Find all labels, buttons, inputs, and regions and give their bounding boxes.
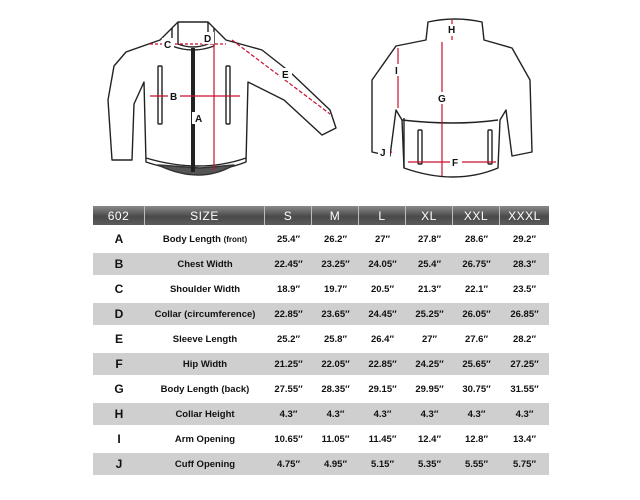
row-code: C [93,278,145,300]
table-cell: 22.05″ [312,353,359,375]
diagram-label-c: C [164,40,172,51]
table-row [93,353,549,375]
table-row [93,303,549,325]
row-code: I [93,428,145,450]
table-cell: 25.4″ [406,253,453,275]
diagram-label-d: D [204,34,212,45]
measurement-name: Collar (circumference) [145,303,265,325]
table-cell: 28.2″ [500,328,549,350]
table-cell: 5.15″ [359,453,406,475]
table-row [93,453,549,475]
size-header-l: L [359,206,406,225]
size-header-m: M [312,206,359,225]
table-cell: 26.75″ [453,253,500,275]
table-cell: 20.5″ [359,278,406,300]
diagram-label-e: E [282,70,289,81]
table-cell: 4.75″ [265,453,312,475]
table-cell: 27.8″ [406,228,453,250]
table-cell: 23.25″ [312,253,359,275]
table-row [93,278,549,300]
table-cell: 23.5″ [500,278,549,300]
table-cell: 25.25″ [406,303,453,325]
table-cell: 13.4″ [500,428,549,450]
table-cell: 4.3″ [265,403,312,425]
diagram-label-h: H [448,25,456,36]
diagram-label-a: A [195,114,203,125]
table-row [93,428,549,450]
table-cell: 5.55″ [453,453,500,475]
table-cell: 12.8″ [453,428,500,450]
table-cell: 23.65″ [312,303,359,325]
table-cell: 5.35″ [406,453,453,475]
table-cell: 4.3″ [359,403,406,425]
table-row [93,228,549,250]
row-code: D [93,303,145,325]
table-cell: 25.8″ [312,328,359,350]
table-cell: 12.4″ [406,428,453,450]
table-cell: 27.6″ [453,328,500,350]
table-cell: 11.45″ [359,428,406,450]
table-cell: 31.55″ [500,378,549,400]
table-row [93,253,549,275]
measurement-name: Hip Width [145,353,265,375]
diagram-label-g: G [438,94,446,105]
measurement-name: Chest Width [145,253,265,275]
table-cell: 27.25″ [500,353,549,375]
diagram-label-i: I [395,66,398,77]
size-header-s: S [265,206,312,225]
table-cell: 24.45″ [359,303,406,325]
jacket-back-view [372,19,532,177]
table-cell: 29.95″ [406,378,453,400]
row-code: A [93,228,145,250]
table-cell: 25.4″ [265,228,312,250]
table-cell: 21.25″ [265,353,312,375]
table-cell: 4.3″ [312,403,359,425]
diagram-label-f: F [452,158,459,169]
size-column-header: SIZE [145,206,265,225]
table-cell: 4.3″ [500,403,549,425]
measurement-name: Arm Opening [145,428,265,450]
table-cell: 30.75″ [453,378,500,400]
measurement-name: Body Length (back) [145,378,265,400]
row-code: J [93,453,145,475]
measurement-note: (front) [223,234,248,244]
measurement-name: Sleeve Length [145,328,265,350]
row-code: G [93,378,145,400]
table-row [93,378,549,400]
size-header-xl: XL [406,206,453,225]
table-cell: 10.65″ [265,428,312,450]
size-table-header-row [93,206,549,225]
table-cell: 28.6″ [453,228,500,250]
table-cell: 22.45″ [265,253,312,275]
table-cell: 26.05″ [453,303,500,325]
size-header-xxl: XXL [453,206,500,225]
table-cell: 27″ [406,328,453,350]
table-cell: 29.15″ [359,378,406,400]
size-chart-table [93,203,549,478]
jacket-front-view [108,22,336,175]
table-cell: 27.55″ [265,378,312,400]
table-cell: 18.9″ [265,278,312,300]
table-cell: 27″ [359,228,406,250]
table-cell: 5.75″ [500,453,549,475]
table-cell: 19.7″ [312,278,359,300]
table-cell: 4.95″ [312,453,359,475]
row-code: B [93,253,145,275]
table-cell: 22.1″ [453,278,500,300]
table-cell: 24.05″ [359,253,406,275]
row-code: E [93,328,145,350]
table-cell: 24.25″ [406,353,453,375]
size-header-xxxl: XXXL [500,206,549,225]
table-row [93,328,549,350]
table-cell: 4.3″ [406,403,453,425]
model-number-header: 602 [93,206,145,225]
measurement-name-text: Body Length [162,233,221,245]
table-cell: 25.65″ [453,353,500,375]
table-cell: 22.85″ [265,303,312,325]
table-cell: 22.85″ [359,353,406,375]
table-cell: 26.4″ [359,328,406,350]
table-cell: 4.3″ [453,403,500,425]
table-cell: 28.35″ [312,378,359,400]
table-cell: 29.2″ [500,228,549,250]
diagram-label-j: J [380,148,386,159]
measurement-name: Cuff Opening [145,453,265,475]
table-cell: 28.3″ [500,253,549,275]
measurement-name [145,228,265,250]
table-row [93,403,549,425]
row-code: F [93,353,145,375]
row-code: H [93,403,145,425]
measurement-name: Collar Height [145,403,265,425]
table-cell: 25.2″ [265,328,312,350]
table-cell: 21.3″ [406,278,453,300]
jacket-measurement-diagram [0,0,640,195]
table-cell: 26.85″ [500,303,549,325]
table-cell: 11.05″ [312,428,359,450]
diagram-label-b: B [170,92,178,103]
measurement-name: Shoulder Width [145,278,265,300]
table-cell: 26.2″ [312,228,359,250]
